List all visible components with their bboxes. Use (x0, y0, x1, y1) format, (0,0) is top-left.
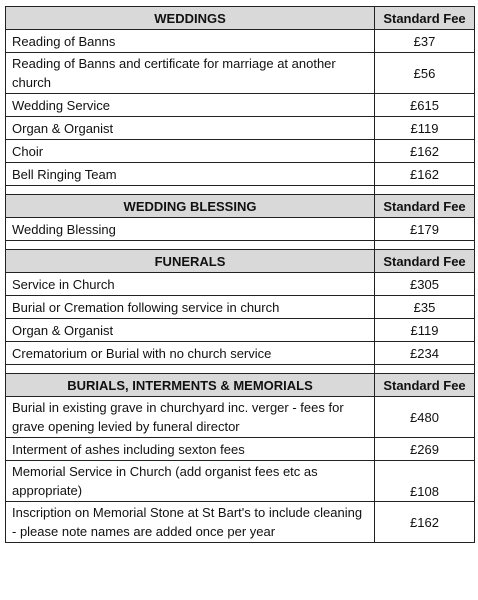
fee-cell: £119 (375, 319, 475, 342)
service-cell: Choir (6, 140, 375, 163)
spacer-row (6, 365, 475, 374)
fees-table (5, 6, 475, 543)
table-row (6, 163, 475, 186)
section-header-weddings (6, 7, 475, 30)
fee-cell: £234 (375, 342, 475, 365)
table-row (6, 30, 475, 53)
section-header-wedding-blessing (6, 195, 475, 218)
fee-cell: £269 (375, 438, 475, 461)
fee-cell: £305 (375, 273, 475, 296)
service-cell: Wedding Blessing (6, 218, 375, 241)
table-row (6, 218, 475, 241)
fee-cell: £37 (375, 30, 475, 53)
spacer-row (6, 241, 475, 250)
service-cell: Burial or Cremation following service in church (6, 296, 375, 319)
section-title: WEDDINGS (6, 7, 375, 30)
table-row (6, 296, 475, 319)
table-row (6, 461, 475, 502)
service-cell: Wedding Service (6, 94, 375, 117)
table-row (6, 438, 475, 461)
fee-cell: £35 (375, 296, 475, 319)
service-cell: Interment of ashes including sexton fees (6, 438, 375, 461)
fee-cell: £56 (375, 53, 475, 94)
service-cell: Reading of Banns (6, 30, 375, 53)
section-title: BURIALS, INTERMENTS & MEMORIALS (6, 374, 375, 397)
fee-column-header: Standard Fee (375, 250, 475, 273)
fee-cell: £615 (375, 94, 475, 117)
table-row (6, 94, 475, 117)
section-header-funerals (6, 250, 475, 273)
section-title: FUNERALS (6, 250, 375, 273)
fee-cell: £119 (375, 117, 475, 140)
table-row (6, 273, 475, 296)
table-row (6, 53, 475, 94)
table-row (6, 397, 475, 438)
service-cell: Burial in existing grave in churchyard inc. verger - fees for grave opening levied by funeral director (6, 397, 375, 438)
table-row (6, 342, 475, 365)
service-cell: Organ & Organist (6, 117, 375, 140)
fee-cell: £108 (375, 461, 475, 502)
spacer-row (6, 186, 475, 195)
fee-column-header: Standard Fee (375, 195, 475, 218)
service-cell: Inscription on Memorial Stone at St Bart's to include cleaning - please note names are added once per year (6, 502, 375, 543)
fee-column-header: Standard Fee (375, 7, 475, 30)
service-cell: Memorial Service in Church (add organist fees etc as appropriate) (6, 461, 375, 502)
table-row (6, 117, 475, 140)
fee-cell: £480 (375, 397, 475, 438)
table-row (6, 140, 475, 163)
fee-cell: £162 (375, 140, 475, 163)
fee-cell: £162 (375, 163, 475, 186)
service-cell: Bell Ringing Team (6, 163, 375, 186)
table-row (6, 502, 475, 543)
fee-cell: £179 (375, 218, 475, 241)
fee-column-header: Standard Fee (375, 374, 475, 397)
service-cell: Service in Church (6, 273, 375, 296)
fee-cell: £162 (375, 502, 475, 543)
service-cell: Crematorium or Burial with no church service (6, 342, 375, 365)
section-title: WEDDING BLESSING (6, 195, 375, 218)
service-cell: Organ & Organist (6, 319, 375, 342)
table-row (6, 319, 475, 342)
fees-table-container (5, 6, 474, 543)
service-cell: Reading of Banns and certificate for marriage at another church (6, 53, 375, 94)
section-header-burials-interments-memorials (6, 374, 475, 397)
